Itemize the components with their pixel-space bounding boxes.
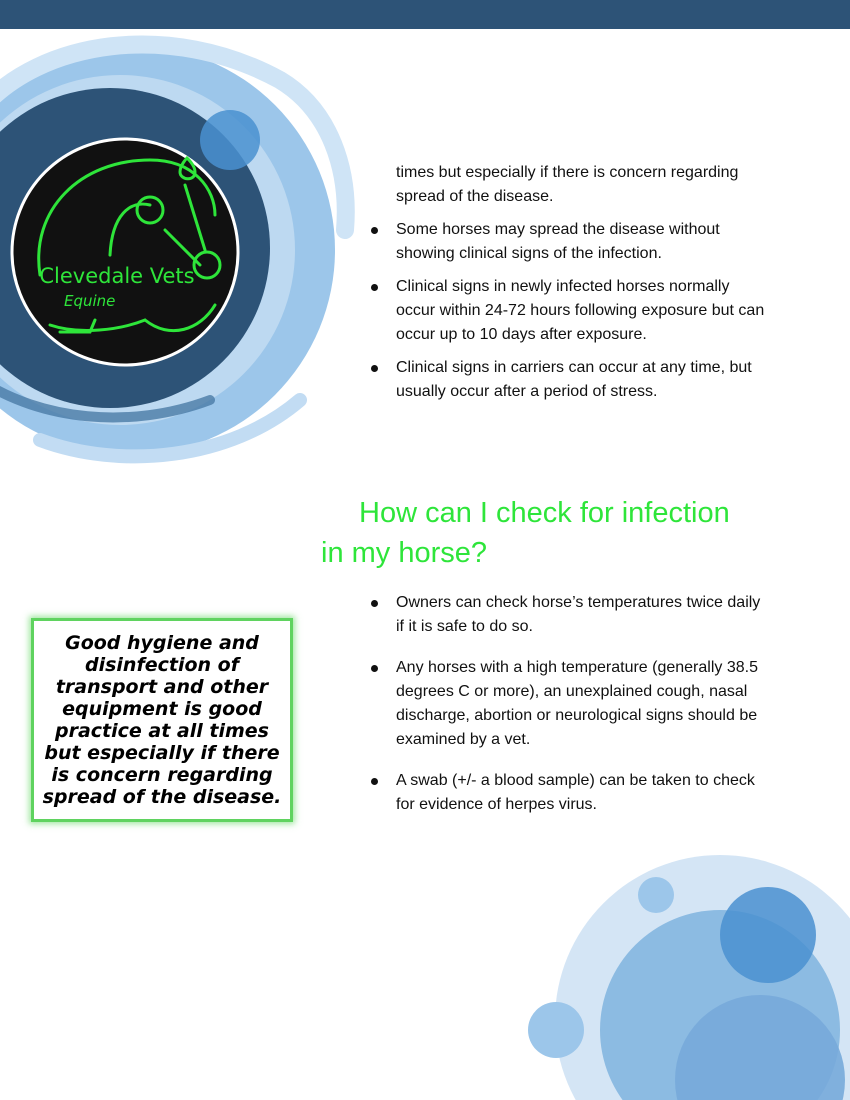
continued-text: times but especially if there is concern regarding spread of the disease. bbox=[396, 164, 739, 205]
bullet-icon bbox=[371, 365, 378, 372]
clevedale-logo bbox=[12, 139, 238, 365]
list-item: Clinical signs in carriers can occur at any time, but usually occur after a period of stress. bbox=[370, 356, 770, 404]
bullet-icon bbox=[371, 600, 378, 607]
bullet-icon bbox=[371, 227, 378, 234]
heading-line-1: How can I check for infection bbox=[359, 497, 730, 529]
logo-name: Clevedale Vets bbox=[39, 264, 195, 288]
bullet-icon bbox=[371, 665, 378, 672]
bullet-list bbox=[370, 218, 770, 404]
list-item: Any horses with a high temperature (generally 38.5 degrees C or more), an unexplained cough, nasal discharge, abortion or neurological signs should be examined by a vet. bbox=[370, 656, 770, 752]
list-item: Owners can check horse’s temperatures twice daily if it is safe to do so. bbox=[370, 591, 770, 639]
heading-line-2: in my horse? bbox=[321, 537, 488, 569]
logo-subtitle: Equine bbox=[64, 292, 116, 310]
bullet-icon bbox=[371, 284, 378, 291]
brush-circle-decoration-bottom bbox=[528, 855, 850, 1100]
list-item: Clinical signs in newly infected horses normally occur within 24-72 hours following exposure but can occur up to 10 days after exposure. bbox=[370, 275, 770, 347]
section-checking-infection bbox=[370, 591, 770, 817]
callout-text: Good hygiene and disinfection of transport and other equipment is good practice at all times but especially if there is concern regarding spread of the disease. bbox=[42, 632, 282, 808]
list-item: A swab (+/- a blood sample) can be taken to check for evidence of herpes virus. bbox=[370, 769, 770, 817]
bullet-icon bbox=[371, 778, 378, 785]
section-infection-spread bbox=[370, 161, 770, 404]
list-item: Some horses may spread the disease without showing clinical signs of the infection. bbox=[370, 218, 770, 266]
section-heading bbox=[321, 493, 781, 573]
blue-dot-decoration bbox=[200, 110, 260, 170]
hygiene-callout-box bbox=[31, 618, 293, 822]
bullet-list bbox=[370, 591, 770, 817]
